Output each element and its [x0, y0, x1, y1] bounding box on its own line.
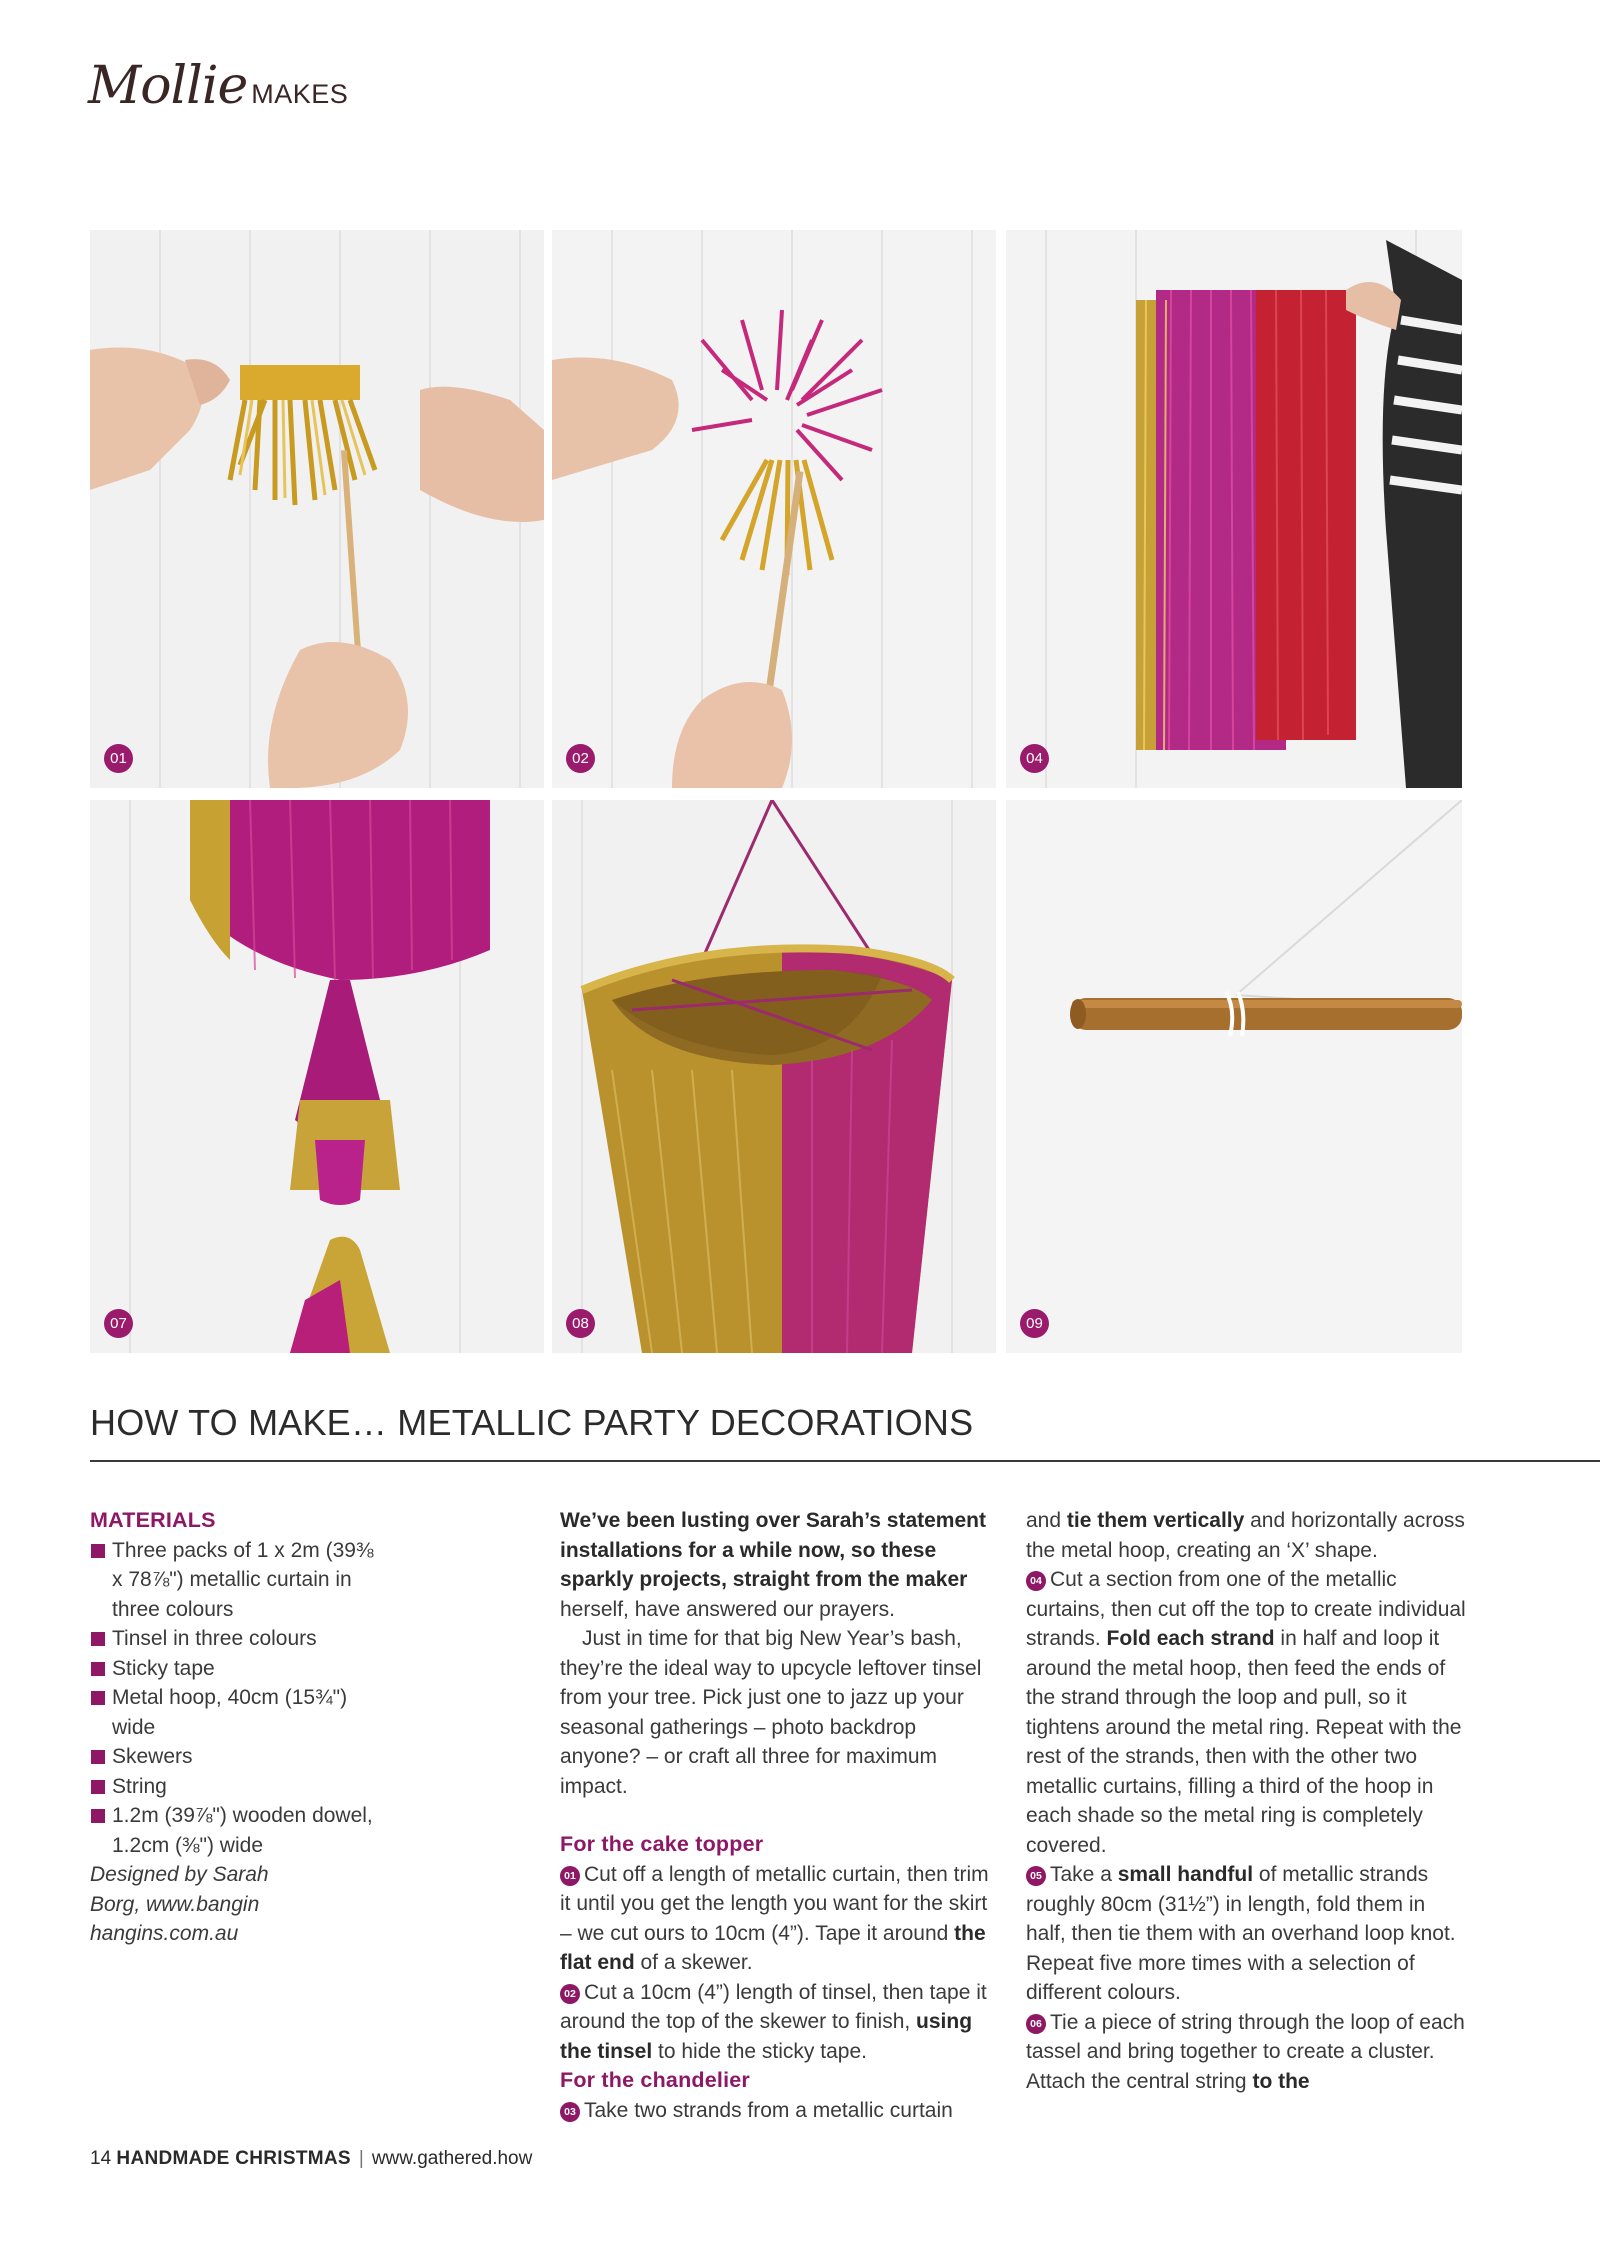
magazine-title: HANDMADE CHRISTMAS [116, 2148, 351, 2169]
photo-step-02 [552, 230, 996, 788]
intro-lead-rest: herself, have answered our prayers. [560, 1597, 896, 1621]
photo-step-07 [90, 800, 544, 1353]
steps-column [1026, 1506, 1466, 2096]
step-01 [560, 1860, 1000, 1978]
list-item: Metal hoop, 40cm (15¾") wide [90, 1683, 380, 1742]
step-04 [1026, 1565, 1466, 1860]
brand-script: Mollie [88, 56, 248, 116]
step-number: 05 [1026, 1866, 1046, 1886]
step-text: Cut a 10cm (4”) length of tinsel, then tape it around the top of the skewer to finish, [560, 1980, 987, 2033]
intro-lead-bold: We’ve been lusting over Sarah’s statement installations for a while now, so these sparkly projects, straight from the maker [560, 1509, 986, 1591]
intro-column [560, 1506, 1000, 2125]
page-number: 14 [90, 2148, 112, 2169]
materials-column [90, 1506, 380, 1949]
cake-topper-heading: For the cake topper [560, 1832, 764, 1856]
materials-list [90, 1536, 380, 1861]
section-divider [90, 1460, 1600, 1462]
photo-step-09 [1006, 800, 1462, 1353]
page-footer [90, 2148, 532, 2170]
step-bold: to the [1252, 2069, 1310, 2093]
step-bold: using the tinsel [560, 2010, 973, 2063]
photo-step-01 [90, 230, 544, 788]
list-item: Three packs of 1 x 2m (39⅜ x 78⅞") metallic curtain in three colours [90, 1536, 380, 1625]
list-item: Tinsel in three colours [90, 1624, 380, 1654]
step-text: of metallic strands roughly 80cm (31½”) in length, fold them in half, then tie them with an overhand loop knot. Repeat five more times with a selection of different colours. [1026, 1863, 1456, 2004]
step-text: and horizontally across the metal hoop, creating an ‘X’ shape. [1026, 1509, 1465, 1562]
step-text: of a skewer. [634, 1951, 753, 1974]
list-item: Sticky tape [90, 1654, 380, 1684]
step-number: 06 [1026, 2014, 1046, 2034]
list-item: Skewers [90, 1742, 380, 1772]
step-badge: 07 [104, 1309, 133, 1338]
step-number: 01 [560, 1866, 580, 1886]
website-link[interactable]: www.gathered.how [371, 2148, 533, 2169]
step-05 [1026, 1860, 1466, 2008]
photo-step-08 [552, 800, 996, 1353]
step-number: 03 [560, 2102, 580, 2122]
step-number: 02 [560, 1984, 580, 2004]
materials-heading: MATERIALS [90, 1508, 216, 1532]
step-badge: 08 [566, 1309, 595, 1338]
photo-step-04 [1006, 230, 1462, 788]
step-02 [560, 1978, 1000, 2067]
step-text: Tie a piece of string through the loop of each tassel and bring together to create a cluster. Attach the central string [1026, 2010, 1465, 2093]
step-03-continued [1026, 1506, 1466, 1565]
step-text: in half and loop it around the metal hoop, then feed the ends of the strand through the loop and pull, so it tightens around the metal ring. Repeat with the rest of the strands, then with the other two metallic curtains, filling a third of the hoop in each shade so the metal ring is completely covered. [1026, 1627, 1462, 1857]
step-text: Cut off a length of metallic curtain, then trim it until you get the length you want for the skirt – we cut ours to 10cm (4”). Tape it around [560, 1862, 989, 1945]
step-text: Take two strands from a metallic curtain [584, 2098, 953, 2122]
step-bold: tie them vertically [1066, 1509, 1245, 1532]
step-text: to hide the sticky tape. [652, 2039, 867, 2063]
step-text: and [1026, 1509, 1067, 1532]
list-item: 1.2m (39⅞") wooden dowel, 1.2cm (⅜") wide [90, 1801, 380, 1860]
step-badge: 04 [1020, 744, 1049, 773]
brand-makes: MAKES [251, 79, 349, 109]
intro-paragraph: Just in time for that big New Year’s bash, they’re the ideal way to upcycle leftover tinsel from your tree. Pick just one to jazz up your seasonal gatherings – photo backdrop anyone? – or craft all three for maximum impact. [560, 1627, 982, 1798]
footer-separator: | [358, 2148, 364, 2169]
section-title: HOW TO MAKE… METALLIC PARTY DECORATIONS [90, 1402, 974, 1443]
designer-credit: Designed by Sarah Borg, www.bangin hangins.com.au [90, 1863, 269, 1945]
step-06 [1026, 2008, 1466, 2097]
step-badge: 09 [1020, 1309, 1049, 1338]
step-text: Cut a section from one of the metallic curtains, then cut off the top to create individual strands. [1026, 1568, 1466, 1650]
step-number: 04 [1026, 1571, 1046, 1591]
step-badge: 01 [104, 744, 133, 773]
step-bold: the flat end [560, 1921, 986, 1974]
step-text: Take a [1050, 1863, 1118, 1886]
chandelier-heading: For the chandelier [560, 2068, 750, 2092]
step-03 [560, 2096, 1000, 2126]
step-badge: 02 [566, 744, 595, 773]
step-bold: Fold each strand [1106, 1627, 1275, 1650]
step-bold: small handful [1117, 1863, 1254, 1886]
list-item: String [90, 1772, 380, 1802]
intro-lead [560, 1506, 1000, 1624]
brand-logo [88, 56, 348, 116]
